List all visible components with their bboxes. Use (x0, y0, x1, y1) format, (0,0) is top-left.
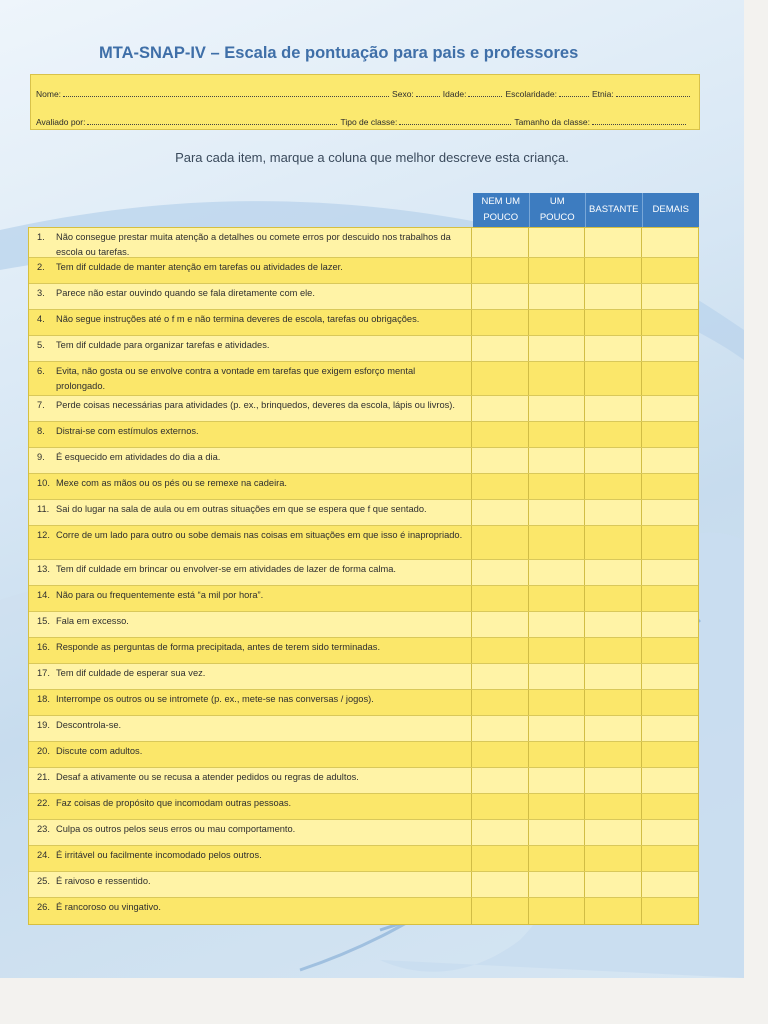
table-row (29, 794, 698, 820)
rating-cell-demais[interactable] (642, 422, 698, 447)
item-number: 23. (37, 824, 50, 834)
item-number: 10. (37, 478, 50, 488)
item-text-cell (29, 448, 472, 473)
rating-cell-nem-um-pouco[interactable] (472, 500, 528, 525)
rating-cell-demais[interactable] (642, 500, 698, 525)
item-text-cell (29, 872, 472, 897)
item-statement: Fala em excesso. (56, 616, 129, 626)
item-statement: Tem dif culdade para organizar tarefas e atividades. (56, 340, 270, 350)
rating-cell-um-pouco[interactable] (529, 474, 585, 499)
rating-cell-nem-um-pouco[interactable] (472, 526, 528, 559)
item-number: 2. (37, 262, 45, 272)
rating-cell-demais[interactable] (642, 396, 698, 421)
rating-cell-nem-um-pouco[interactable] (472, 820, 528, 845)
table-row (29, 690, 698, 716)
item-statement: Responde as perguntas de forma precipitada, antes de terem sido terminadas. (56, 642, 381, 652)
column-header-demais: DEMAIS (643, 193, 700, 227)
table-row (29, 336, 698, 362)
rating-cell-um-pouco[interactable] (529, 872, 585, 897)
table-row (29, 768, 698, 794)
rating-cell-nem-um-pouco[interactable] (472, 794, 528, 819)
table-row (29, 310, 698, 336)
item-text-cell (29, 422, 472, 447)
table-row (29, 612, 698, 638)
rating-cell-um-pouco[interactable] (529, 794, 585, 819)
rating-cell-nem-um-pouco[interactable] (472, 586, 528, 611)
rating-cell-bastante[interactable] (585, 612, 641, 637)
nome-field[interactable] (63, 88, 389, 97)
column-header-bastante: BASTANTE (586, 193, 643, 227)
tipo-classe-field[interactable] (399, 116, 511, 125)
rating-cell-um-pouco[interactable] (529, 526, 585, 559)
rating-cell-um-pouco[interactable] (529, 258, 585, 283)
etnia-field[interactable] (616, 88, 690, 97)
item-text-cell (29, 336, 472, 361)
table-row (29, 716, 698, 742)
item-text-cell (29, 846, 472, 871)
item-number: 14. (37, 590, 50, 600)
item-text-cell (29, 612, 472, 637)
table-row (29, 362, 698, 396)
rating-cell-demais[interactable] (642, 794, 698, 819)
table-row (29, 638, 698, 664)
column-header-row (473, 193, 699, 227)
avaliado-label: Avaliado por: (36, 117, 86, 127)
item-number: 21. (37, 772, 50, 782)
rating-cell-bastante[interactable] (585, 872, 641, 897)
item-text-cell (29, 362, 472, 395)
item-number: 3. (37, 288, 45, 298)
rating-cell-bastante[interactable] (585, 310, 641, 335)
rating-cell-bastante[interactable] (585, 560, 641, 585)
item-number: 20. (37, 746, 50, 756)
rating-cell-demais[interactable] (642, 742, 698, 767)
rating-cell-demais[interactable] (642, 690, 698, 715)
item-text-cell (29, 284, 472, 309)
rating-cell-demais[interactable] (642, 586, 698, 611)
rating-cell-bastante[interactable] (585, 898, 641, 924)
rating-cell-demais[interactable] (642, 228, 698, 257)
item-statement: Tem dif culdade de esperar sua vez. (56, 668, 206, 678)
item-text-cell (29, 586, 472, 611)
table-row (29, 586, 698, 612)
item-statement: É irritável ou facilmente incomodado pelos outros. (56, 850, 262, 860)
rating-cell-nem-um-pouco[interactable] (472, 690, 528, 715)
rating-cell-um-pouco[interactable] (529, 612, 585, 637)
rating-cell-demais[interactable] (642, 474, 698, 499)
rating-cell-demais[interactable] (642, 716, 698, 741)
item-statement: Culpa os outros pelos seus erros ou mau comportamento. (56, 824, 296, 834)
rating-cell-bastante[interactable] (585, 820, 641, 845)
respondent-info-box (30, 74, 700, 130)
rating-cell-demais[interactable] (642, 872, 698, 897)
table-row (29, 396, 698, 422)
rating-cell-um-pouco[interactable] (529, 228, 585, 257)
item-statement: Tem dif culdade de manter atenção em tarefas ou atividades de lazer. (56, 262, 343, 272)
etnia-label: Etnia: (591, 89, 614, 99)
rating-cell-demais[interactable] (642, 820, 698, 845)
rating-cell-nem-um-pouco[interactable] (472, 474, 528, 499)
tipo-classe-label: Tipo de classe: (340, 117, 398, 127)
item-number: 24. (37, 850, 50, 860)
rating-cell-bastante[interactable] (585, 586, 641, 611)
escolaridade-field[interactable] (559, 88, 589, 97)
item-statement: Não segue instruções até o f m e não termina deveres de escola, tarefas ou obrigações. (56, 314, 420, 324)
rating-cell-bastante[interactable] (585, 794, 641, 819)
rating-cell-um-pouco[interactable] (529, 664, 585, 689)
item-text-cell (29, 638, 472, 663)
rating-cell-nem-um-pouco[interactable] (472, 310, 528, 335)
rating-cell-demais[interactable] (642, 448, 698, 473)
item-number: 17. (37, 668, 50, 678)
rating-cell-bastante[interactable] (585, 362, 641, 395)
rating-cell-demais[interactable] (642, 362, 698, 395)
rating-cell-nem-um-pouco[interactable] (472, 638, 528, 663)
rating-cell-nem-um-pouco[interactable] (472, 422, 528, 447)
rating-cell-demais[interactable] (642, 664, 698, 689)
rating-cell-um-pouco[interactable] (529, 638, 585, 663)
item-number: 12. (37, 530, 50, 540)
rating-cell-um-pouco[interactable] (529, 586, 585, 611)
rating-cell-bastante[interactable] (585, 396, 641, 421)
form-title: MTA-SNAP-IV – Escala de pontuação para pais e professores (99, 44, 579, 62)
rating-cell-nem-um-pouco[interactable] (472, 716, 528, 741)
sexo-label: Sexo: (392, 89, 414, 99)
rating-cell-demais[interactable] (642, 638, 698, 663)
nome-label: Nome: (36, 89, 62, 99)
item-statement: Interrompe os outros ou se intromete (p. ex., mete-se nas conversas / jogos). (56, 694, 374, 704)
rating-cell-nem-um-pouco[interactable] (472, 448, 528, 473)
rating-cell-bastante[interactable] (585, 500, 641, 525)
rating-cell-nem-um-pouco[interactable] (472, 396, 528, 421)
item-statement: Desaf a ativamente ou se recusa a atender pedidos ou regras de adultos. (56, 772, 359, 782)
rating-cell-nem-um-pouco[interactable] (472, 336, 528, 361)
item-number: 7. (37, 400, 45, 410)
rating-cell-um-pouco[interactable] (529, 310, 585, 335)
rating-cell-um-pouco[interactable] (529, 336, 585, 361)
table-row (29, 500, 698, 526)
table-row (29, 898, 698, 924)
item-number: 11. (37, 504, 50, 514)
avaliado-field[interactable] (87, 116, 337, 125)
rating-cell-bastante[interactable] (585, 422, 641, 447)
table-row (29, 228, 698, 258)
table-row (29, 474, 698, 500)
rating-cell-nem-um-pouco[interactable] (472, 258, 528, 283)
rating-cell-nem-um-pouco[interactable] (472, 846, 528, 871)
table-row (29, 422, 698, 448)
rating-cell-nem-um-pouco[interactable] (472, 664, 528, 689)
rating-cell-demais[interactable] (642, 612, 698, 637)
rating-cell-bastante[interactable] (585, 284, 641, 309)
item-statement: Corre de um lado para outro ou sobe demais nas coisas em situações em que isso é inapropriado. (56, 530, 463, 540)
rating-cell-um-pouco[interactable] (529, 768, 585, 793)
item-text-cell (29, 794, 472, 819)
item-statement: Evita, não gosta ou se envolve contra a vontade em tarefas que exigem esforço mental prolongado. (56, 366, 416, 391)
item-statement: É esquecido em atividades do dia a dia. (56, 452, 221, 462)
item-number: 25. (37, 876, 50, 886)
idade-label: Idade: (442, 89, 467, 99)
column-header-nem-um-pouco: NEM UM POUCO (473, 193, 530, 227)
item-text-cell (29, 664, 472, 689)
table-row (29, 448, 698, 474)
table-row (29, 284, 698, 310)
rating-cell-nem-um-pouco[interactable] (472, 898, 528, 924)
item-statement: Perde coisas necessárias para atividades (p. ex., brinquedos, deveres da escola, lápis ou livros). (56, 400, 455, 410)
rating-cell-um-pouco[interactable] (529, 846, 585, 871)
rating-cell-bastante[interactable] (585, 638, 641, 663)
rating-cell-demais[interactable] (642, 284, 698, 309)
table-row (29, 846, 698, 872)
rating-cell-demais[interactable] (642, 846, 698, 871)
table-body (28, 227, 699, 925)
rating-cell-nem-um-pouco[interactable] (472, 768, 528, 793)
item-text-cell (29, 690, 472, 715)
item-number: 26. (37, 902, 50, 912)
rating-cell-bastante[interactable] (585, 768, 641, 793)
rating-cell-um-pouco[interactable] (529, 742, 585, 767)
item-number: 16. (37, 642, 50, 652)
item-number: 4. (37, 314, 45, 324)
rating-cell-um-pouco[interactable] (529, 500, 585, 525)
rating-cell-bastante[interactable] (585, 526, 641, 559)
table-row (29, 742, 698, 768)
item-text-cell (29, 742, 472, 767)
item-text-cell (29, 258, 472, 283)
rating-cell-um-pouco[interactable] (529, 820, 585, 845)
tamanho-classe-label: Tamanho da classe: (514, 117, 590, 127)
rating-cell-nem-um-pouco[interactable] (472, 742, 528, 767)
table-row (29, 560, 698, 586)
rating-cell-bastante[interactable] (585, 258, 641, 283)
rating-cell-bastante[interactable] (585, 336, 641, 361)
item-statement: Distrai-se com estímulos externos. (56, 426, 199, 436)
item-statement: Parece não estar ouvindo quando se fala diretamente com ele. (56, 288, 315, 298)
item-text-cell (29, 474, 472, 499)
item-number: 9. (37, 452, 45, 462)
item-number: 8. (37, 426, 45, 436)
item-statement: Não para ou frequentemente está “a mil por hora”. (56, 590, 264, 600)
rating-cell-um-pouco[interactable] (529, 396, 585, 421)
rating-cell-demais[interactable] (642, 310, 698, 335)
item-text-cell (29, 500, 472, 525)
rating-cell-bastante[interactable] (585, 474, 641, 499)
table-row (29, 872, 698, 898)
tamanho-classe-field[interactable] (592, 116, 686, 125)
item-text-cell (29, 228, 472, 257)
rating-cell-um-pouco[interactable] (529, 448, 585, 473)
rating-cell-demais[interactable] (642, 560, 698, 585)
item-statement: É rancoroso ou vingativo. (56, 902, 161, 912)
item-text-cell (29, 768, 472, 793)
rating-cell-bastante[interactable] (585, 664, 641, 689)
column-header-um-pouco: UM POUCO (530, 193, 587, 227)
item-statement: Tem dif culdade em brincar ou envolver-se em atividades de lazer de forma calma. (56, 564, 397, 574)
item-statement: É raivoso e ressentido. (56, 876, 151, 886)
item-statement: Sai do lugar na sala de aula ou em outras situações em que se espera que f que sentado. (56, 504, 427, 514)
rating-cell-bastante[interactable] (585, 448, 641, 473)
rating-cell-demais[interactable] (642, 258, 698, 283)
item-statement: Não consegue prestar muita atenção a detalhes ou comete erros por descuido nos trabalhos da escola ou tarefas. (56, 232, 451, 257)
info-row-2 (36, 113, 694, 127)
sexo-field[interactable] (416, 88, 440, 97)
escolaridade-label: Escolaridade: (505, 89, 557, 99)
rating-cell-um-pouco[interactable] (529, 560, 585, 585)
table-row (29, 820, 698, 846)
rating-cell-nem-um-pouco[interactable] (472, 362, 528, 395)
rating-cell-nem-um-pouco[interactable] (472, 612, 528, 637)
rating-cell-nem-um-pouco[interactable] (472, 872, 528, 897)
rating-cell-bastante[interactable] (585, 846, 641, 871)
rating-cell-nem-um-pouco[interactable] (472, 228, 528, 257)
item-number: 18. (37, 694, 50, 704)
item-text-cell (29, 310, 472, 335)
item-number: 19. (37, 720, 50, 730)
info-row-1 (36, 85, 694, 99)
item-number: 5. (37, 340, 45, 350)
rating-cell-bastante[interactable] (585, 228, 641, 257)
rating-cell-demais[interactable] (642, 768, 698, 793)
rating-cell-nem-um-pouco[interactable] (472, 284, 528, 309)
item-text-cell (29, 396, 472, 421)
item-text-cell (29, 898, 472, 924)
item-number: 15. (37, 616, 50, 626)
rating-cell-bastante[interactable] (585, 716, 641, 741)
table-row (29, 258, 698, 284)
rating-cell-bastante[interactable] (585, 690, 641, 715)
item-number: 13. (37, 564, 50, 574)
rating-cell-um-pouco[interactable] (529, 284, 585, 309)
rating-cell-nem-um-pouco[interactable] (472, 560, 528, 585)
rating-cell-um-pouco[interactable] (529, 422, 585, 447)
rating-cell-demais[interactable] (642, 336, 698, 361)
idade-field[interactable] (468, 88, 502, 97)
item-number: 6. (37, 366, 45, 376)
rating-cell-um-pouco[interactable] (529, 716, 585, 741)
rating-cell-um-pouco[interactable] (529, 690, 585, 715)
item-number: 1. (37, 232, 45, 242)
item-text-cell (29, 526, 472, 559)
item-text-cell (29, 716, 472, 741)
rating-cell-bastante[interactable] (585, 742, 641, 767)
rating-cell-um-pouco[interactable] (529, 898, 585, 924)
item-statement: Mexe com as mãos ou os pés ou se remexe na cadeira. (56, 478, 287, 488)
instructions-text: Para cada item, marque a coluna que melhor descreve esta criança. (175, 150, 569, 165)
rating-cell-um-pouco[interactable] (529, 362, 585, 395)
item-text-cell (29, 560, 472, 585)
item-number: 22. (37, 798, 50, 808)
rating-cell-demais[interactable] (642, 526, 698, 559)
item-statement: Discute com adultos. (56, 746, 143, 756)
item-statement: Faz coisas de propósito que incomodam outras pessoas. (56, 798, 292, 808)
item-text-cell (29, 820, 472, 845)
rating-cell-demais[interactable] (642, 898, 698, 924)
table-row (29, 526, 698, 560)
item-statement: Descontrola-se. (56, 720, 122, 730)
table-row (29, 664, 698, 690)
